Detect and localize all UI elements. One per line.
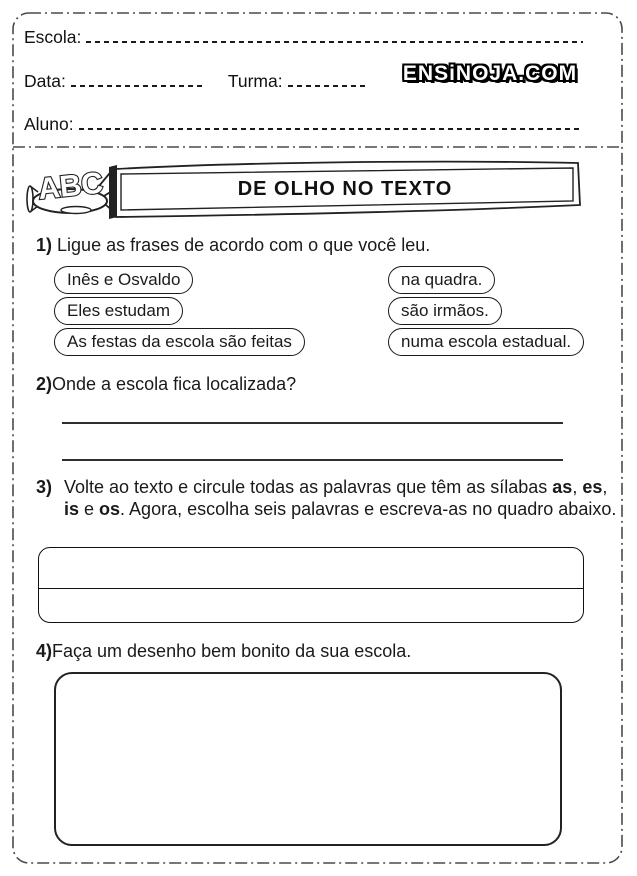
match-left-option-3[interactable]: As festas da escola são feitas [54,328,305,356]
school-label: Escola: [24,26,82,47]
syllable-as: as [552,477,573,497]
student-label: Aluno: [24,113,74,134]
question-4 [36,641,607,851]
match-right-option-2[interactable]: são irmãos. [388,297,502,325]
match-right-option-3[interactable]: numa escola estadual. [388,328,584,356]
worksheet-title: DE OLHO NO TEXTO [237,177,453,200]
syllable-os: os [99,498,121,519]
question-4-text: Faça um desenho bem bonito da sua escola. [52,641,412,661]
date-label: Data: [24,70,66,91]
match-left-option-1[interactable]: Inês e Osvaldo [54,266,193,294]
question-1 [36,235,607,365]
student-row [24,113,583,133]
question-3-prompt: 3) Volte ao texto e circule todas as palavras que têm as sílabas as, es, is e os. Agora, escolha seis palavras e escreva-as no quadro abaixo. [36,477,617,519]
class-fill-line[interactable] [288,85,366,87]
drawing-area[interactable] [54,672,562,846]
school-fill-line[interactable] [86,41,583,43]
question-1-prompt [36,235,607,257]
answer-line-2[interactable] [62,459,563,461]
syllable-is: is [64,498,80,519]
syllable-es: es [582,477,603,497]
question-2-text: Onde a escola fica localizada? [52,374,297,394]
question-3-text: Volte ao texto e circule todas as palavras que têm as sílabas [64,477,553,497]
student-fill-line[interactable] [79,128,581,130]
date-fill-line[interactable] [71,85,202,87]
question-3-number: 3) [36,477,53,497]
question-1-number: 1) [36,235,53,255]
question-4-prompt [36,641,607,663]
word-table-divider [39,588,583,589]
match-right-option-1[interactable]: na quadra. [388,266,495,294]
abc-letters: ABC [36,166,105,207]
match-left-option-2[interactable]: Eles estudam [54,297,183,325]
title-banner [24,158,584,224]
ensinoja-logo: ENSiNOJA.COM [402,62,578,85]
answer-line-1[interactable] [62,422,563,424]
question-2-prompt [36,374,607,396]
question-2 [36,374,607,470]
question-3 [36,477,617,629]
date-class-row [24,70,374,90]
question-2-number: 2) [36,374,53,394]
school-row [24,26,585,46]
question-1-text: Ligue as frases de acordo com o que você leu. [57,235,431,255]
question-4-number: 4) [36,641,53,661]
word-table[interactable] [38,547,584,623]
class-label: Turma: [227,70,283,91]
